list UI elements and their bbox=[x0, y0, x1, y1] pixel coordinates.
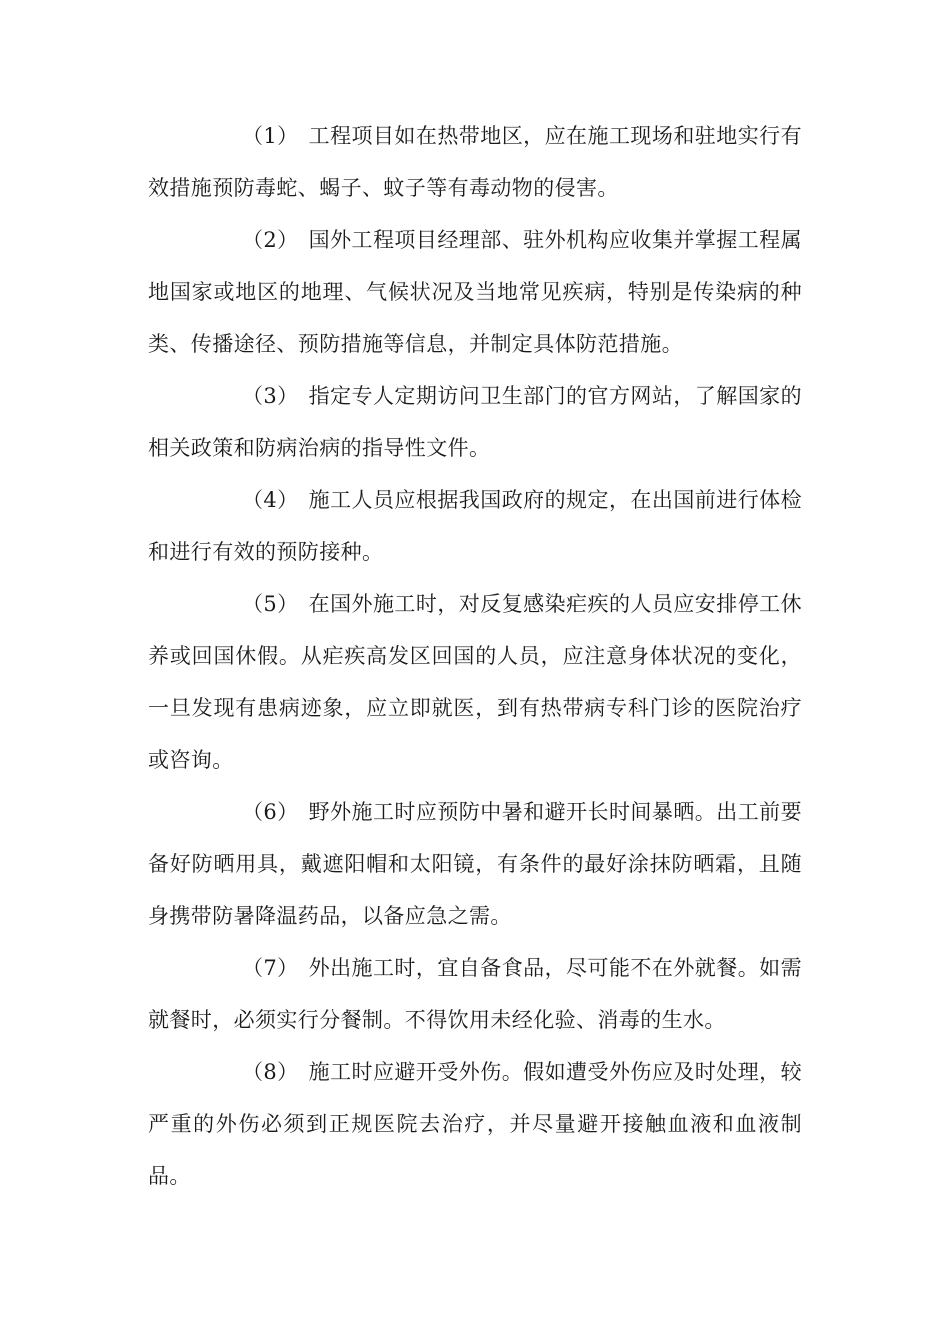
paragraph-text: 野外施工时应预防中暑和避开长时间暴晒。出工前要备好防晒用具，戴遮阳帽和太阳镜，有条件的最好涂抹防晒霜，且随身携带防暑降温药品，以备应急之需。 bbox=[148, 800, 802, 928]
document-body bbox=[148, 110, 802, 1202]
paragraph-number: （5） bbox=[242, 592, 299, 616]
paragraph-number: （6） bbox=[242, 800, 299, 824]
paragraph-4 bbox=[148, 474, 802, 578]
paragraph-6 bbox=[148, 786, 802, 942]
paragraph-text: 指定专人定期访问卫生部门的官方网站，了解国家的相关政策和防病治病的指导性文件。 bbox=[148, 384, 802, 460]
paragraph-text: 外出施工时，宜自备食品，尽可能不在外就餐。如需就餐时，必须实行分餐制。不得饮用未经化验、消毒的生水。 bbox=[148, 956, 802, 1032]
paragraph-text: 国外工程项目经理部、驻外机构应收集并掌握工程属地国家或地区的地理、气候状况及当地常见疾病，特别是传染病的种类、传播途径、预防措施等信息，并制定具体防范措施。 bbox=[148, 228, 802, 356]
paragraph-number: （7） bbox=[242, 956, 299, 980]
paragraph-3 bbox=[148, 370, 802, 474]
paragraph-number: （2） bbox=[242, 228, 299, 252]
paragraph-text: 施工人员应根据我国政府的规定，在出国前进行体检和进行有效的预防接种。 bbox=[148, 488, 802, 564]
paragraph-2 bbox=[148, 214, 802, 370]
paragraph-text: 在国外施工时，对反复感染疟疾的人员应安排停工休养或回国休假。从疟疾高发区回国的人员，应注意身体状况的变化，一旦发现有患病迹象，应立即就医，到有热带病专科门诊的医院治疗或咨询。 bbox=[148, 592, 802, 772]
paragraph-7 bbox=[148, 942, 802, 1046]
paragraph-number: （8） bbox=[242, 1060, 299, 1084]
paragraph-5 bbox=[148, 578, 802, 786]
paragraph-number: （1） bbox=[242, 124, 299, 148]
paragraph-1 bbox=[148, 110, 802, 214]
paragraph-text: 工程项目如在热带地区，应在施工现场和驻地实行有效措施预防毒蛇、蝎子、蚊子等有毒动物的侵害。 bbox=[148, 124, 802, 200]
paragraph-number: （4） bbox=[242, 488, 299, 512]
paragraph-text: 施工时应避开受外伤。假如遭受外伤应及时处理，较严重的外伤必须到正规医院去治疗，并尽量避开接触血液和血液制品。 bbox=[148, 1060, 802, 1188]
paragraph-number: （3） bbox=[242, 384, 299, 408]
paragraph-8 bbox=[148, 1046, 802, 1202]
